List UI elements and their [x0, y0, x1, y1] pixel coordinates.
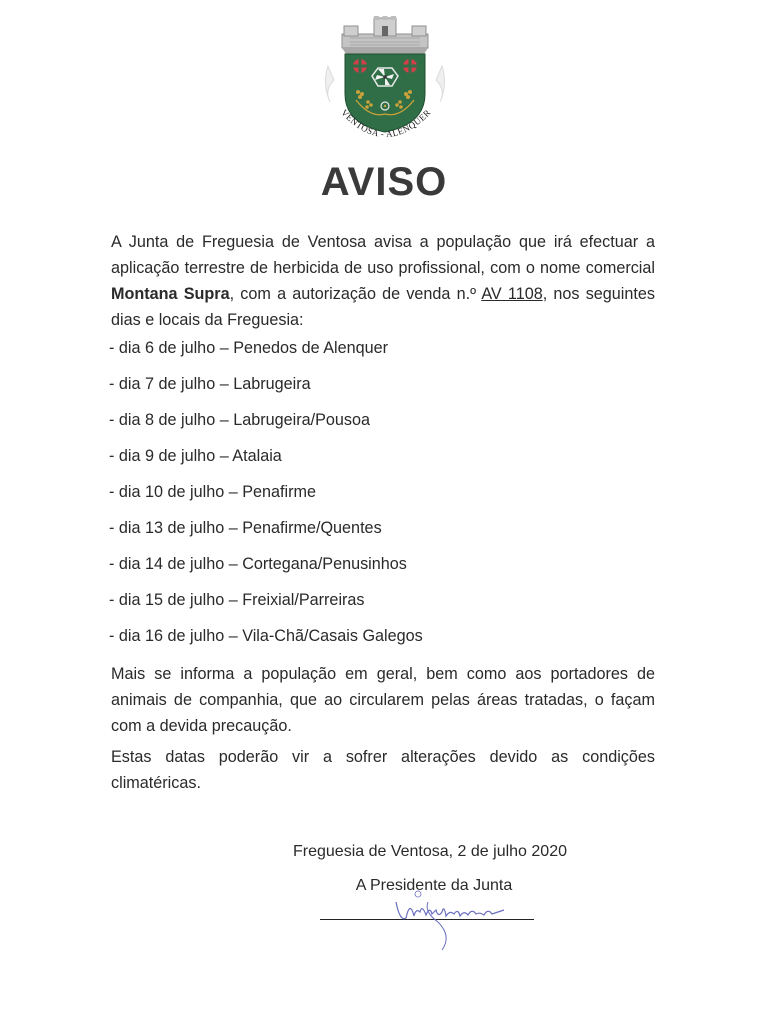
schedule-item: - dia 8 de julho – Labrugeira/Pousoa [109, 411, 370, 429]
schedule-item: - dia 10 de julho – Penafirme [109, 483, 316, 501]
product-name: Montana Supra [111, 285, 230, 303]
schedule-item: - dia 14 de julho – Cortegana/Penusinhos [109, 555, 407, 573]
signatory-role: A Presidente da Junta [355, 877, 513, 894]
precaution-paragraph: Mais se informa a população em geral, bem como aos portadores de animais de companhia, que ao circularem pelas áreas tratadas, o façam com a devida precaução. [111, 665, 655, 735]
page-title: AVISO [320, 160, 448, 204]
schedule-item: - dia 7 de julho – Labrugeira [109, 375, 311, 393]
schedule-item: - dia 13 de julho – Penafirme/Quentes [109, 519, 382, 537]
weather-paragraph: Estas datas poderão vir a sofrer alterações devido as condições climatéricas. [111, 748, 655, 792]
place-and-date: Freguesia de Ventosa, 2 de julho 2020 [293, 843, 567, 860]
schedule-item: - dia 15 de julho – Freixial/Parreiras [109, 591, 365, 609]
coat-of-arms-logo [320, 14, 450, 154]
intro-text-2: , com a autorização de venda n.º [229, 285, 482, 303]
mural-crown [342, 16, 428, 54]
handwritten-signature [380, 882, 520, 952]
schedule-item: - dia 9 de julho – Atalaia [109, 447, 282, 465]
schedule-item: - dia 16 de julho – Vila-Chã/Casais Galegos [109, 627, 423, 645]
windmill-icon [372, 68, 398, 86]
intro-text-3: , nos seguintes dias e locais da Freguesia: [111, 285, 655, 329]
schedule-list [109, 336, 423, 660]
schedule-item: - dia 6 de julho – Penedos de Alenquer [109, 339, 388, 357]
intro-text-1: A Junta de Freguesia de Ventosa avisa a população que irá efectuar a aplicação terrestre de herbicida de uso profissional, com o nome comercial [111, 233, 655, 277]
intro-paragraph [111, 229, 655, 333]
crest-motto: VENTOSA - ALENQUER [339, 107, 433, 140]
authorization-number: AV 1108 [481, 285, 543, 303]
